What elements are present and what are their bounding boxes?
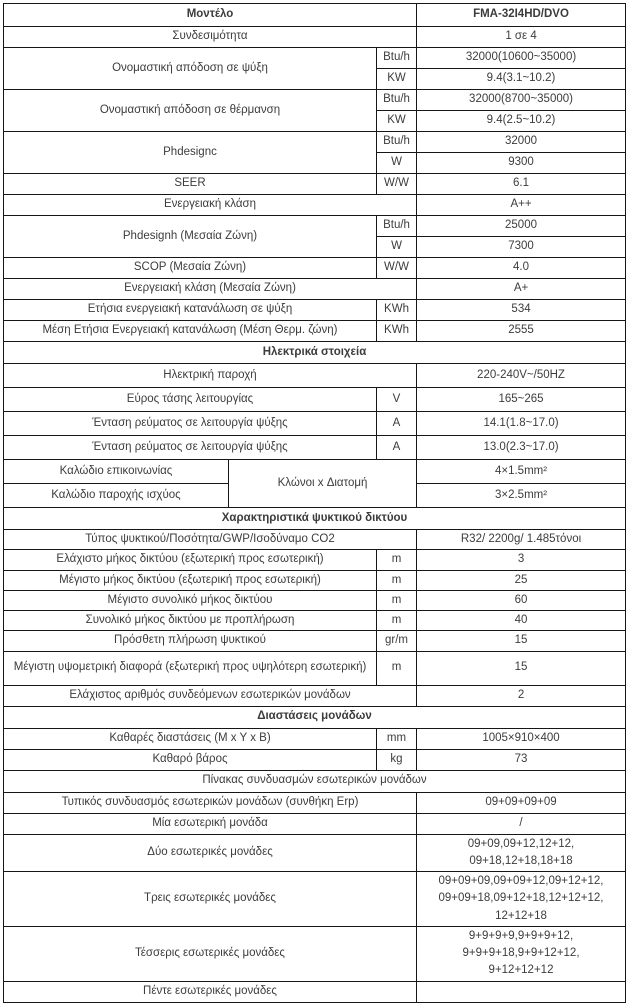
spec-value: 4.0 bbox=[417, 258, 626, 279]
spec-value: 14.1(1.8~17.0) bbox=[417, 412, 626, 436]
spec-value: 73 bbox=[417, 749, 626, 770]
spec-value: 32000(8700~35000) bbox=[417, 90, 626, 111]
spec-label: Ετήσια ενεργειακή κατανάλωση σε ψύξη bbox=[4, 300, 377, 321]
section-title: Διαστάσεις μονάδων bbox=[4, 706, 626, 728]
spec-value: 9300 bbox=[417, 153, 626, 174]
spec-label: Phdesignh (Μεσαία Ζώνη) bbox=[4, 216, 377, 258]
section-title: Χαρακτηριστικά ψυκτικού δικτύου bbox=[4, 508, 626, 530]
spec-unit: gr/m bbox=[377, 631, 417, 651]
spec-label: Τέσσερις εσωτερικές μονάδες bbox=[4, 926, 417, 981]
spec-label: Μέγιστη υψομετρική διαφορά (εξωτερική προς υψηλότερη εσωτερική) bbox=[4, 651, 377, 685]
table-row bbox=[4, 792, 626, 813]
spec-value: 32000(10600~35000) bbox=[417, 48, 626, 69]
table-row bbox=[4, 926, 626, 981]
spec-value: 09+09+09+09 bbox=[417, 792, 626, 813]
spec-label: Καθαρές διαστάσεις (M x Y x B) bbox=[4, 728, 377, 749]
table-row bbox=[4, 388, 626, 412]
spec-unit: Btu/h bbox=[377, 48, 417, 69]
spec-label: Καλώδιο επικοινωνίας bbox=[4, 460, 229, 484]
spec-unit: Btu/h bbox=[377, 90, 417, 111]
spec-label: Μία εσωτερική μονάδα bbox=[4, 813, 417, 834]
table-row bbox=[4, 685, 626, 706]
table-row bbox=[4, 90, 626, 111]
spec-value: 4×1.5mm² bbox=[417, 460, 626, 484]
spec-label: Ονομαστική απόδοση σε θέρμανση bbox=[4, 90, 377, 132]
spec-unit: KW bbox=[377, 69, 417, 90]
spec-value: 40 bbox=[417, 611, 626, 631]
spec-value: 3 bbox=[417, 550, 626, 570]
spec-unit: KWh bbox=[377, 300, 417, 321]
spec-label: Τυπικός συνδυασμός εσωτερικών μονάδων (συνθήκη Erp) bbox=[4, 792, 417, 813]
table-row bbox=[4, 611, 626, 631]
table-row bbox=[4, 48, 626, 69]
spec-unit: m bbox=[377, 570, 417, 590]
spec-label: Ενεργειακή κλάση bbox=[4, 195, 417, 216]
table-row bbox=[4, 981, 626, 1002]
spec-value: 13.0(2.3~17.0) bbox=[417, 436, 626, 460]
spec-label: Εύρος τάσης λειτουργίας bbox=[4, 388, 377, 412]
table-row bbox=[4, 258, 626, 279]
spec-value: 9.4(2.5~10.2) bbox=[417, 111, 626, 132]
spec-label: Πέντε εσωτερικές μονάδες bbox=[4, 981, 417, 1002]
section-header-row bbox=[4, 770, 626, 792]
spec-label: Δύο εσωτερικές μονάδες bbox=[4, 834, 417, 872]
spec-unit: m bbox=[377, 651, 417, 685]
spec-value bbox=[417, 981, 626, 1002]
spec-value: 534 bbox=[417, 300, 626, 321]
spec-label: Τύπος ψυκτικού/Ποσότητα/GWP/Ισοδύναμο CO2 bbox=[4, 530, 417, 550]
spec-label: Καθαρό βάρος bbox=[4, 749, 377, 770]
table-row bbox=[4, 590, 626, 610]
spec-label: Μέγιστο μήκος δικτύου (εξωτερική προς εσωτερική) bbox=[4, 570, 377, 590]
spec-unit: W bbox=[377, 237, 417, 258]
spec-unit: KW bbox=[377, 111, 417, 132]
spec-label: Τρεις εσωτερικές μονάδες bbox=[4, 872, 417, 927]
spec-label: SCOP (Μεσαία Ζώνη) bbox=[4, 258, 377, 279]
table-row bbox=[4, 364, 626, 388]
spec-label: Καλώδιο παροχής ισχύος bbox=[4, 484, 229, 508]
table-row bbox=[4, 300, 626, 321]
spec-label: Συνδεσιμότητα bbox=[4, 27, 417, 48]
spec-unit: Btu/h bbox=[377, 216, 417, 237]
spec-unit: m bbox=[377, 550, 417, 570]
spec-label: Ελάχιστος αριθμός συνδεόμενων εσωτερικών μονάδων bbox=[4, 685, 417, 706]
spec-value: 32000 bbox=[417, 132, 626, 153]
spec-value: R32/ 2200g/ 1.485τόνοι bbox=[417, 530, 626, 550]
table-row bbox=[4, 834, 626, 872]
spec-value: A++ bbox=[417, 195, 626, 216]
spec-label: Ηλεκτρική παροχή bbox=[4, 364, 417, 388]
spec-value: Κλώνοι x Διατομή bbox=[229, 460, 417, 508]
spec-value: 7300 bbox=[417, 237, 626, 258]
spec-value: 3×2.5mm² bbox=[417, 484, 626, 508]
spec-value: 1005×910×400 bbox=[417, 728, 626, 749]
table-row bbox=[4, 872, 626, 927]
spec-unit: A bbox=[377, 412, 417, 436]
spec-label: Συνολικό μήκος δικτύου με προπλήρωση bbox=[4, 611, 377, 631]
spec-label: Μέση Ετήσια Ενεργειακή κατανάλωση (Μέση Θερμ. ζώνη) bbox=[4, 321, 377, 342]
table-row bbox=[4, 132, 626, 153]
spec-unit: m bbox=[377, 611, 417, 631]
table-row bbox=[4, 728, 626, 749]
spec-unit: mm bbox=[377, 728, 417, 749]
section-header-row bbox=[4, 342, 626, 364]
spec-value: 25 bbox=[417, 570, 626, 590]
spec-value: 60 bbox=[417, 590, 626, 610]
table-row bbox=[4, 460, 626, 484]
spec-value: FMA-32I4HD/DVO bbox=[417, 4, 626, 27]
section-header-row bbox=[4, 508, 626, 530]
spec-label: Ενεργειακή κλάση (Μεσαία Ζώνη) bbox=[4, 279, 417, 300]
section-title: Ηλεκτρικά στοιχεία bbox=[4, 342, 626, 364]
spec-value: 2555 bbox=[417, 321, 626, 342]
spec-label: SEER bbox=[4, 174, 377, 195]
spec-value: 25000 bbox=[417, 216, 626, 237]
table-row bbox=[4, 174, 626, 195]
spec-label: Ελάχιστο μήκος δικτύου (εξωτερική προς εσωτερική) bbox=[4, 550, 377, 570]
spec-label: Μοντέλο bbox=[4, 4, 417, 27]
table-row bbox=[4, 195, 626, 216]
table-row bbox=[4, 550, 626, 570]
spec-table-body bbox=[4, 4, 626, 1003]
spec-value: 15 bbox=[417, 631, 626, 651]
table-row bbox=[4, 216, 626, 237]
section-title: Πίνακας συνδυασμών εσωτερικών μονάδων bbox=[4, 770, 626, 792]
spec-unit: Btu/h bbox=[377, 132, 417, 153]
spec-unit: A bbox=[377, 436, 417, 460]
spec-unit: W bbox=[377, 153, 417, 174]
spec-value: / bbox=[417, 813, 626, 834]
spec-unit: V bbox=[377, 388, 417, 412]
spec-label: Ένταση ρεύματος σε λειτουργία ψύξης bbox=[4, 412, 377, 436]
table-row bbox=[4, 813, 626, 834]
spec-label: Phdesignc bbox=[4, 132, 377, 174]
table-row bbox=[4, 749, 626, 770]
spec-value: 1 σε 4 bbox=[417, 27, 626, 48]
spec-unit: W/W bbox=[377, 174, 417, 195]
table-row bbox=[4, 27, 626, 48]
spec-value: 220-240V~/50HZ bbox=[417, 364, 626, 388]
spec-value: 15 bbox=[417, 651, 626, 685]
spec-table bbox=[3, 3, 626, 1003]
spec-unit: kg bbox=[377, 749, 417, 770]
table-row bbox=[4, 4, 626, 27]
table-row bbox=[4, 412, 626, 436]
spec-value: 9.4(3.1~10.2) bbox=[417, 69, 626, 90]
spec-value: 2 bbox=[417, 685, 626, 706]
spec-value: A+ bbox=[417, 279, 626, 300]
table-row bbox=[4, 651, 626, 685]
table-row bbox=[4, 436, 626, 460]
spec-value: 9+9+9+9,9+9+9+12, 9+9+9+18,9+9+12+12, 9+12+12+12 bbox=[417, 926, 626, 981]
table-row bbox=[4, 321, 626, 342]
spec-label: Ένταση ρεύματος σε λειτουργία ψύξης bbox=[4, 436, 377, 460]
spec-unit: KWh bbox=[377, 321, 417, 342]
spec-value: 09+09,09+12,12+12, 09+18,12+18,18+18 bbox=[417, 834, 626, 872]
spec-value: 165~265 bbox=[417, 388, 626, 412]
spec-unit: W/W bbox=[377, 258, 417, 279]
spec-value: 6.1 bbox=[417, 174, 626, 195]
spec-label: Ονομαστική απόδοση σε ψύξη bbox=[4, 48, 377, 90]
section-header-row bbox=[4, 706, 626, 728]
table-row bbox=[4, 279, 626, 300]
spec-label: Μέγιστο συνολικό μήκος δικτύου bbox=[4, 590, 377, 610]
spec-label: Πρόσθετη πλήρωση ψυκτικού bbox=[4, 631, 377, 651]
spec-value: 09+09+09,09+09+12,09+12+12, 09+09+18,09+12+18,12+12+12, 12+12+18 bbox=[417, 872, 626, 927]
table-row bbox=[4, 530, 626, 550]
table-row bbox=[4, 570, 626, 590]
spec-unit: m bbox=[377, 590, 417, 610]
table-row bbox=[4, 631, 626, 651]
